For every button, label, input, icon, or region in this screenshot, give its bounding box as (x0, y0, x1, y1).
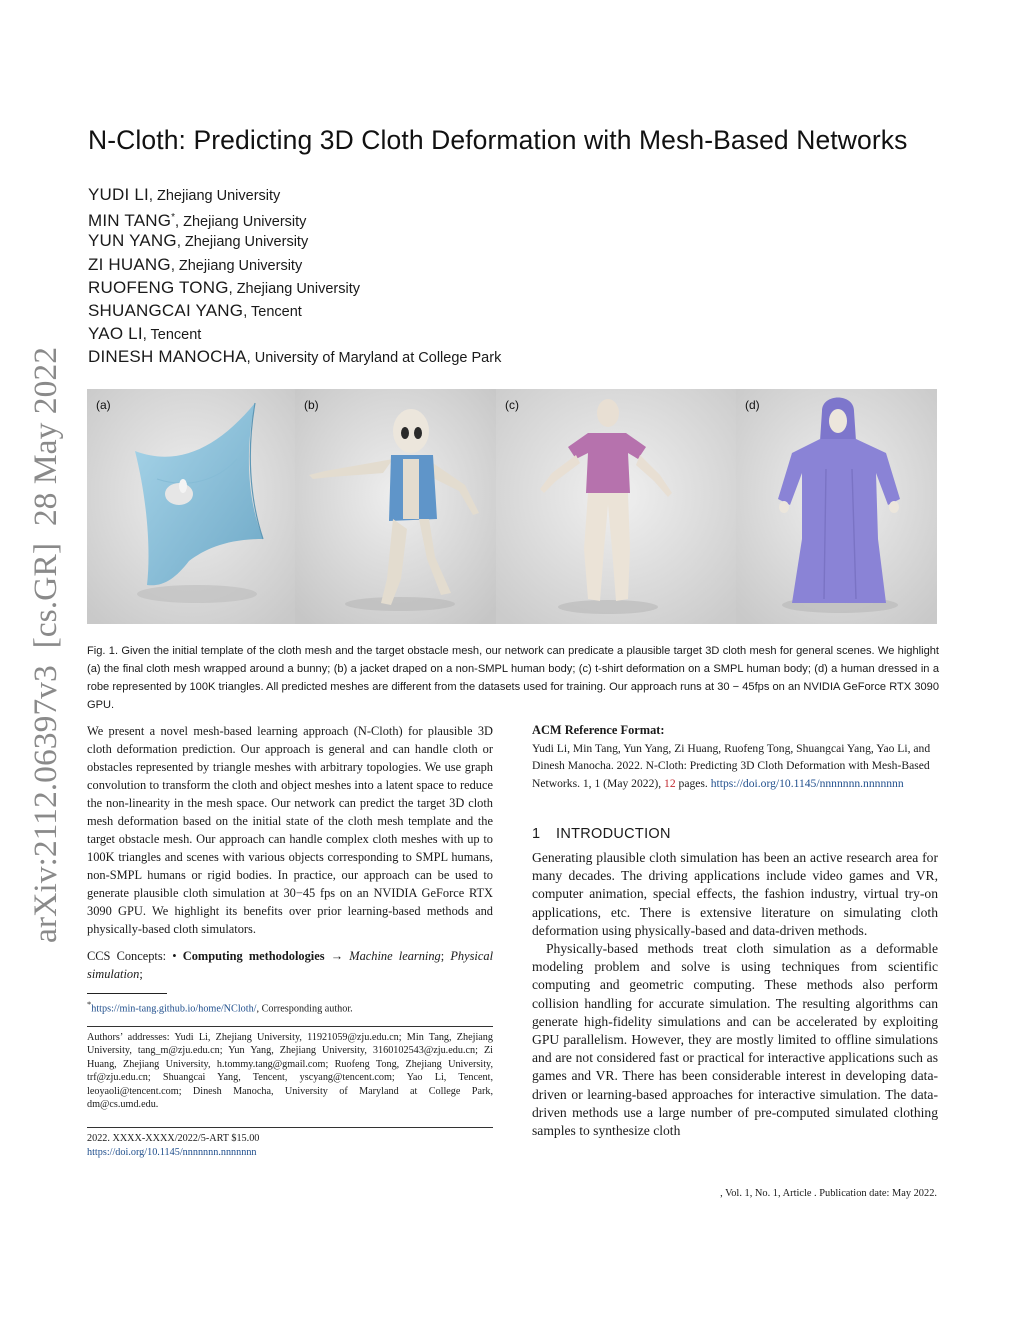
paper-title: N-Cloth: Predicting 3D Cloth Deformation with Mesh-Based Networks (88, 125, 908, 155)
author-affiliation: Zhejiang University (156, 188, 281, 204)
panel-label-d: (d) (745, 398, 760, 412)
author-name: RUOFENG TONG (88, 277, 229, 297)
teaser-figure (87, 389, 937, 624)
figure-panel-b (295, 389, 496, 624)
figure-panel-a (87, 389, 295, 624)
author-affiliation: Tencent (251, 303, 302, 320)
author-line: YUDI LI, Zhejiang University (88, 185, 281, 204)
abstract: We present a novel mesh-based learning approach (N-Cloth) for plausible 3D cloth deformation prediction. Our approach is general and can handle cloth or obstacles represented by triangle meshes with arbitrary topologies. We use graph convolution to transform the cloth and object meshes into a latent space to reduce the non-linearity in the mesh space. Our network can predict the target 3D cloth mesh deformation based on the initial state of the cloth mesh template and the target obstacle mesh. Our approach can handle complex cloth meshes with up to 100K triangles and scenes with various objects corresponding to SMPL humans, non-SMPL humans or rigid bodies. In practice, our approach can be used to generate plausible cloth simulation at 30−45 fps on an NVIDIA GeForce RTX 3090 GPU. We highlight its benefits over prior learning-based methods and physically-based cloth simulators. (87, 724, 493, 936)
page-footer: , Vol. 1, No. 1, Article . Publication date: May 2022. (720, 1188, 937, 1199)
publication-meta (87, 1132, 493, 1160)
author-name: YUDI LI (88, 185, 149, 204)
footnote-rule (87, 993, 167, 994)
author-affiliation: Zhejiang University (236, 280, 360, 297)
figure-caption: Fig. 1. Given the initial template of the cloth mesh and the target obstacle mesh, our network can predicate a plausible target 3D cloth mesh for general scenes. We highlight (a) the final cloth mesh wrapped around a bunny; (b) a jacket draped on a non-SMPL human body; (c) t-shirt deformation on a SMPL human body; (d) a human dressed in a robe represented by 100K triangles. All predicted meshes are different from the datasets used for training. Our approach runs at 30 − 45fps on an NVIDIA GeForce RTX 3090 GPU. (87, 645, 939, 711)
author-name: SHUANGCAI YANG (88, 300, 244, 320)
author-affiliation: Zhejiang University (184, 234, 309, 251)
copyright-line: 2022. XXXX-XXXX/2022/5-ART $15.00 (87, 1133, 260, 1144)
intro-paragraph: Generating plausible cloth simulation has been an active research area for many decades. The driving applications include video games and VR, computer animation, special effects, the fashion industry, virtual try-on applications, etc. There is extensive literature on simulating cloth deformation using physically-based and data-driven methods. (532, 850, 938, 938)
author-affiliation: Zhejiang University (178, 257, 303, 274)
addresses-rule (87, 1026, 493, 1027)
author-addresses: Authors’ addresses: Yudi Li, Zhejiang University, 11921059@zju.edu.cn; Min Tang, Zhejiang University, tang_m@zju.edu.cn; Yun Yang, Zhejiang University, 3160102543@zju.edu.cn; Zi Huang, Zhejiang University, h.tommy.tang@gmail.com; Ruofeng Tong, Zhejiang University, trf@zju.edu.cn; Shuangcai Yang, Tencent, yscyang@tencent.com; Yao Li, Tencent, leoyaoli@tencent.com; Dinesh Manocha, University of Maryland at College Park, dm@cs.umd.edu. (87, 1032, 493, 1111)
author-list (88, 183, 501, 369)
author-affiliation: Zhejiang University (183, 214, 307, 231)
panel-label-a: (a) (96, 398, 111, 412)
panel-label-c: (c) (505, 398, 519, 412)
intro-paragraph: Physically-based methods treat cloth simulation as a deformable modeling problem and solve is using techniques from scientific computing and geometric computing. These methods also perform collision handling for accurate simulation. The resulting algorithms can generate high-fidelity simulations and can be accelerated by exploiting GPU parallelism. However, they are mostly limited to offline simulations and are not considered fast or practical for interactive applications such as games and VR. There has been considerable interest in developing data-driven or learning-based approaches for interactive simulation. The data-driven methods use a large number of pre-computed simulated clothing samples to synthesize cloth (532, 941, 938, 1139)
ccs-concepts (87, 947, 493, 983)
author-name: ZI HUANG (88, 254, 171, 274)
doi-link[interactable]: https://doi.org/10.1145/nnnnnnn.nnnnnnn (87, 1147, 257, 1158)
author-line: YUN YANG, Zhejiang University (88, 231, 309, 251)
author-line: MIN TANG*, Zhejiang University (88, 211, 307, 231)
ccs-italic2: Physical simulation (87, 949, 494, 981)
ccs-italic1: Machine learning (349, 949, 441, 963)
ccs-bold: Computing methodologies (182, 949, 325, 963)
section-heading-introduction (532, 826, 671, 842)
acm-reference (532, 722, 938, 792)
author-affiliation: Tencent (150, 327, 202, 344)
acm-doi-link[interactable]: https://doi.org/10.1145/nnnnnnn.nnnnnnn (710, 776, 904, 790)
section-number: 1 (532, 826, 541, 842)
author-line: ZI HUANG, Zhejiang University (88, 254, 303, 274)
ccs-prefix: CCS Concepts: • (87, 949, 183, 963)
author-mark: * (171, 212, 176, 224)
page-count: 12 (664, 776, 676, 790)
acm-reference-heading: ACM Reference Format: (532, 723, 665, 737)
pages-suffix: pages. (675, 776, 711, 790)
author-name: DINESH MANOCHA (88, 347, 247, 367)
ccs-sep: ; (440, 949, 451, 963)
footnote-text: , Corresponding author. (256, 1003, 353, 1015)
author-name: YAO LI (88, 324, 143, 344)
meta-rule (87, 1127, 493, 1128)
ccs-arrow: → (324, 949, 350, 963)
author-affiliation: University of Maryland at College Park (254, 350, 502, 367)
introduction-body (532, 849, 938, 1140)
panel-label-b: (b) (304, 398, 319, 412)
author-line: RUOFENG TONG, Zhejiang University (88, 277, 360, 297)
author-line: SHUANGCAI YANG, Tencent (88, 300, 302, 320)
author-line: DINESH MANOCHA, University of Maryland at College Park (88, 347, 502, 367)
author-line: YAO LI, Tencent (88, 324, 202, 344)
footnote-mark: * (87, 999, 92, 1009)
author-name: YUN YANG (88, 231, 177, 251)
footnote (87, 997, 493, 1016)
arxiv-id-text: arXiv:2112.06397v3 [cs.GR] 28 May 2022 (28, 366, 64, 943)
author-name: MIN TANG (88, 211, 172, 231)
figure-panel-d (736, 389, 937, 624)
arxiv-stamp (18, 345, 68, 945)
figure-panel-c (496, 389, 736, 624)
ccs-end: ; (139, 967, 143, 981)
acm-reference-text: Yudi Li, Min Tang, Yun Yang, Zi Huang, Ruofeng Tong, Shuangcai Yang, Yao Li, and Dinesh Manocha. 2022. N-Cloth: Predicting 3D Cloth Deformation with Mesh-Based Networks. 1, 1 (May 2022), (532, 741, 931, 790)
footnote-link[interactable]: https://min-tang.github.io/home/NCloth/ (91, 1003, 257, 1015)
section-title: INTRODUCTION (556, 826, 671, 842)
